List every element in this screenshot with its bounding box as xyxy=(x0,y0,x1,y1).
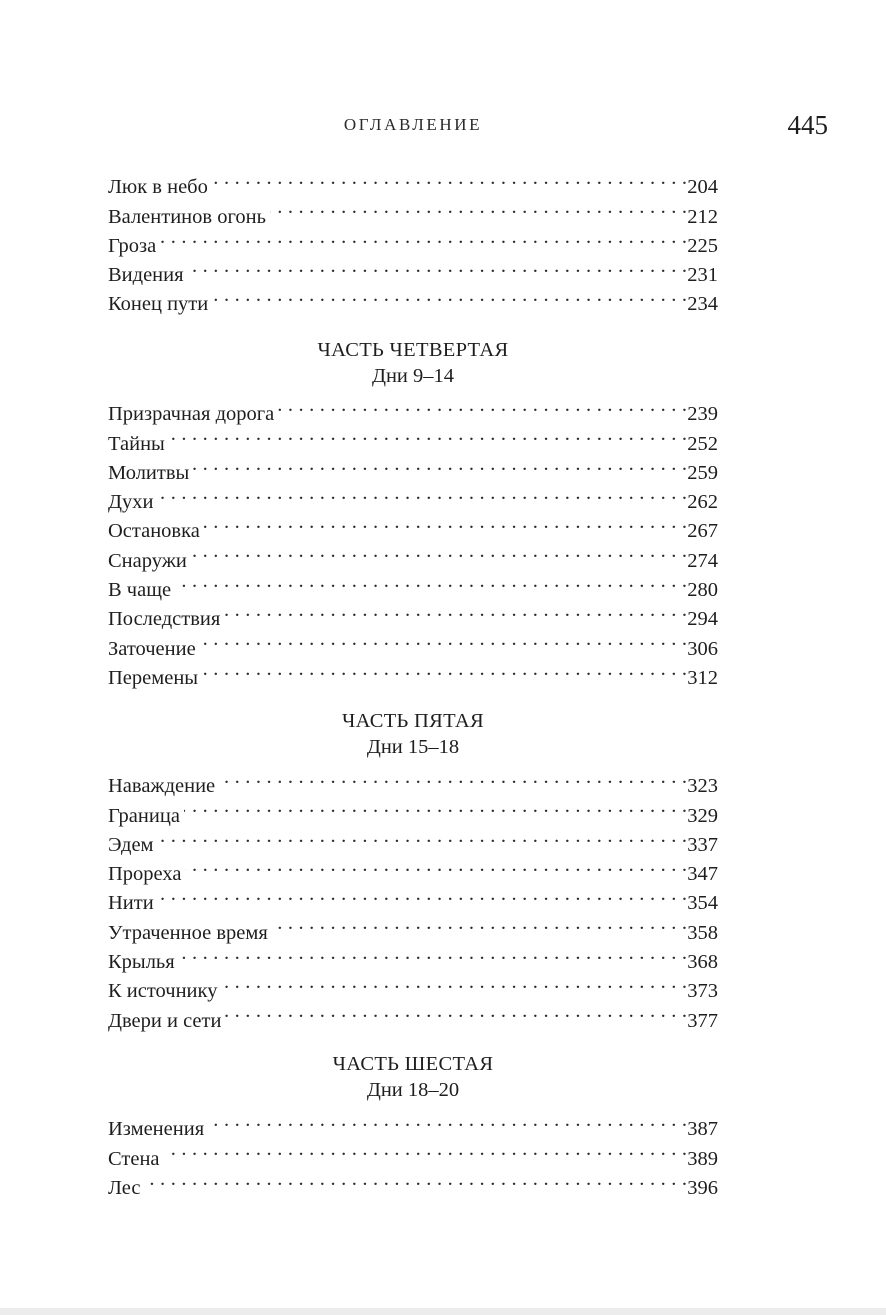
dot-leader xyxy=(221,968,687,997)
toc-entry-title: Наваждение xyxy=(108,775,216,798)
dot-leader xyxy=(144,1165,687,1194)
part-title: ЧАСТЬ ШЕСТАЯ xyxy=(332,1053,494,1075)
toc-entry-title: Крылья xyxy=(108,951,175,974)
toc-entry-title: Лес xyxy=(108,1176,141,1199)
dot-leader xyxy=(219,763,687,792)
dot-leader xyxy=(212,281,687,310)
dot-leader xyxy=(270,193,687,222)
dot-leader xyxy=(224,596,687,625)
dot-leader xyxy=(204,508,687,537)
toc-entry-page: 337 xyxy=(687,833,718,856)
dot-leader xyxy=(179,939,688,968)
dot-leader xyxy=(158,880,688,909)
running-title: ОГЛАВЛЕНИЕ xyxy=(343,115,483,134)
toc-entry-page: 312 xyxy=(687,666,718,689)
toc-entry-page: 306 xyxy=(687,637,718,660)
toc-entry[interactable] xyxy=(108,880,718,915)
toc-entry[interactable] xyxy=(108,1135,718,1170)
toc-entry-title: Гроза xyxy=(108,234,157,257)
toc-entry-page: 231 xyxy=(687,264,718,287)
toc-entry[interactable] xyxy=(108,968,718,1003)
dot-leader xyxy=(188,252,688,281)
toc-entry[interactable] xyxy=(108,822,718,856)
toc-part-four-list xyxy=(108,391,718,689)
toc-part-five-list xyxy=(108,763,718,1032)
dot-leader xyxy=(193,450,687,479)
dot-leader xyxy=(160,223,687,252)
toc-entry-page: 294 xyxy=(687,608,718,631)
toc-part-six-list xyxy=(108,1106,718,1199)
toc-entry-page: 323 xyxy=(687,775,718,798)
toc-entry[interactable] xyxy=(108,479,718,514)
toc-entry-title: Конец пути xyxy=(108,293,209,316)
toc-entry-title: Перемены xyxy=(108,666,199,689)
toc-entry-page: 373 xyxy=(687,980,718,1003)
part-subtitle: Дни 9–14 xyxy=(371,365,455,387)
toc-entry[interactable] xyxy=(108,537,718,572)
toc-entry-page: 239 xyxy=(687,403,718,426)
toc-entry-page: 267 xyxy=(687,520,718,543)
part-heading xyxy=(108,708,718,761)
toc-entry-page: 212 xyxy=(687,205,718,228)
toc-entry[interactable] xyxy=(108,792,718,827)
toc-entry[interactable] xyxy=(108,391,718,426)
toc-entry-page: 347 xyxy=(687,863,718,886)
toc-entry-title: Видения xyxy=(108,264,184,287)
part-heading xyxy=(108,337,718,390)
running-head xyxy=(108,110,828,140)
toc-entry-page: 274 xyxy=(687,549,718,572)
toc-entry-title: Снаружи xyxy=(108,549,187,572)
toc-entry-page: 252 xyxy=(687,432,718,455)
toc-entry-title: Остановка xyxy=(108,520,200,543)
toc-entry-title: Изменения xyxy=(108,1118,205,1141)
toc-entry-title: Валентинов огонь xyxy=(108,205,266,228)
toc-entry[interactable] xyxy=(108,223,718,257)
toc-entry-page: 329 xyxy=(687,804,718,827)
dot-leader xyxy=(191,537,687,566)
toc-entry-title: Эдем xyxy=(108,833,154,856)
toc-entry[interactable] xyxy=(108,909,718,944)
toc-entry-page: 259 xyxy=(687,461,718,484)
toc-entry-title: Тайны xyxy=(108,432,165,455)
page-bottom-edge xyxy=(0,1308,886,1315)
toc-entry[interactable] xyxy=(108,567,718,602)
toc-entry-page: 354 xyxy=(687,892,718,915)
toc-entry-title: Прореха xyxy=(108,863,182,886)
dot-leader xyxy=(200,625,688,654)
toc-entry[interactable] xyxy=(108,851,718,886)
toc-entry-page: 396 xyxy=(687,1176,718,1199)
toc-entry[interactable] xyxy=(108,281,718,316)
toc-entry-title: В чаще xyxy=(108,579,172,602)
dot-leader xyxy=(225,997,687,1026)
toc-entry[interactable] xyxy=(108,420,718,455)
toc-entry[interactable] xyxy=(108,763,718,798)
toc-entry-title: Призрачная дорога xyxy=(108,403,275,426)
toc-entry-title: Заточение xyxy=(108,637,196,660)
toc-entry-title: Молитвы xyxy=(108,461,190,484)
toc-entry[interactable] xyxy=(108,625,718,660)
dot-leader xyxy=(158,822,688,851)
toc-entry-page: 280 xyxy=(687,579,718,602)
dot-leader xyxy=(278,391,687,420)
toc-entry[interactable] xyxy=(108,939,718,974)
toc-entry-page: 204 xyxy=(687,176,718,199)
toc-entry[interactable] xyxy=(108,450,718,484)
toc-entry-page: 387 xyxy=(687,1118,718,1141)
toc-entry[interactable] xyxy=(108,252,718,287)
part-subtitle: Дни 18–20 xyxy=(366,1079,460,1101)
toc-entry-page: 234 xyxy=(687,293,718,316)
toc-entry-page: 262 xyxy=(687,491,718,514)
toc-entry-title: Нити xyxy=(108,892,154,915)
dot-leader xyxy=(202,655,687,684)
toc-entry[interactable] xyxy=(108,508,718,543)
part-title: ЧАСТЬ ПЯТАЯ xyxy=(342,710,484,732)
toc-continued-list xyxy=(108,164,718,316)
dot-leader xyxy=(212,164,687,193)
toc-entry-title: Последствия xyxy=(108,608,221,631)
toc-entry[interactable] xyxy=(108,596,718,631)
toc-entry-title: Духи xyxy=(108,491,154,514)
dot-leader xyxy=(164,1135,688,1164)
toc-entry-page: 389 xyxy=(687,1147,718,1170)
dot-leader xyxy=(208,1106,687,1135)
dot-leader xyxy=(157,479,687,508)
toc-entry-title: Люк в небо xyxy=(108,176,208,199)
toc-entry-title: Утраченное время xyxy=(108,921,268,944)
toc-entry-page: 368 xyxy=(687,951,718,974)
part-title: ЧАСТЬ ЧЕТВЕРТАЯ xyxy=(317,339,509,361)
toc-entry[interactable] xyxy=(108,1165,718,1199)
toc-entry[interactable] xyxy=(108,1106,718,1141)
toc-entry-title: Двери и сети xyxy=(108,1009,222,1032)
toc-entry-title: Стена xyxy=(108,1147,160,1170)
dot-leader xyxy=(272,909,687,938)
toc-entry-title: К источнику xyxy=(108,980,218,1003)
dot-leader xyxy=(175,567,687,596)
toc-entry-page: 225 xyxy=(687,234,718,257)
toc-entry-title: Граница xyxy=(108,804,180,827)
dot-leader xyxy=(184,792,687,821)
dot-leader xyxy=(169,420,687,449)
part-heading xyxy=(108,1051,718,1104)
dot-leader xyxy=(185,851,687,880)
toc-entry[interactable] xyxy=(108,164,718,199)
part-subtitle: Дни 15–18 xyxy=(366,736,460,758)
toc-entry-page: 377 xyxy=(687,1009,718,1032)
toc-entry-page: 358 xyxy=(687,921,718,944)
page-number: 445 xyxy=(787,110,828,140)
